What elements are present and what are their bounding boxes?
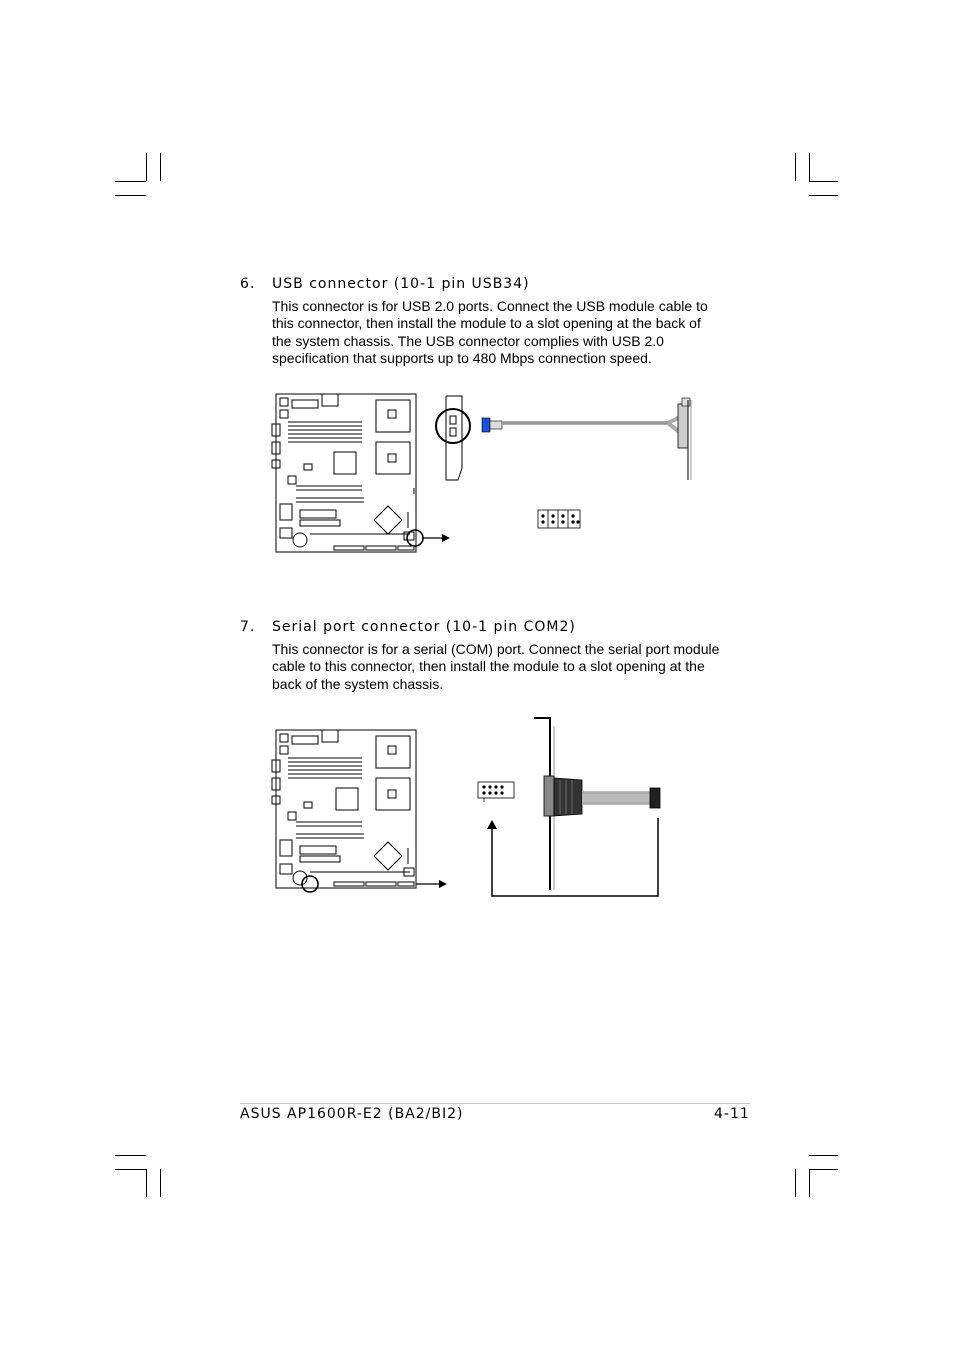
footer-rule bbox=[240, 1103, 750, 1104]
crop-mark bbox=[809, 153, 810, 181]
section-number: 7. bbox=[240, 619, 256, 635]
crop-mark bbox=[115, 195, 146, 196]
crop-mark bbox=[115, 1169, 146, 1170]
crop-mark bbox=[795, 153, 796, 181]
serial-bracket bbox=[534, 718, 660, 890]
serial-connector-figure bbox=[270, 714, 690, 900]
usb-connector-figure bbox=[270, 388, 710, 558]
connection-line bbox=[492, 818, 658, 896]
section-number: 6. bbox=[240, 276, 256, 292]
crop-mark bbox=[795, 1169, 796, 1197]
section-heading-usb bbox=[240, 276, 530, 292]
motherboard-diagram bbox=[272, 730, 416, 888]
com-pinout bbox=[478, 782, 514, 802]
highlight-circle bbox=[407, 530, 423, 546]
usb-cable bbox=[482, 398, 691, 480]
section-title: Serial port connector (10-1 pin COM2) bbox=[272, 619, 576, 635]
crop-mark bbox=[146, 1169, 147, 1197]
crop-mark bbox=[809, 195, 838, 196]
crop-mark bbox=[809, 1169, 838, 1170]
section-heading-serial bbox=[240, 619, 576, 635]
section-title: USB connector (10-1 pin USB34) bbox=[272, 276, 530, 292]
section-body-usb: This connector is for USB 2.0 ports. Connect the USB module cable to this connector, then install the module to a slot opening at the back of the system chassis. The USB connector complies with USB 2.0 specification that supports up to 480 Mbps connection speed. bbox=[272, 298, 708, 366]
crop-mark bbox=[160, 153, 161, 181]
crop-mark bbox=[809, 181, 838, 182]
footer-product: ASUS AP1600R-E2 (BA2/BI2) bbox=[240, 1106, 464, 1122]
usb-pinout bbox=[538, 510, 580, 528]
crop-mark bbox=[115, 181, 146, 182]
crop-mark bbox=[160, 1169, 161, 1197]
usb-bracket bbox=[436, 396, 470, 480]
crop-mark bbox=[146, 153, 147, 181]
crop-mark bbox=[809, 1155, 838, 1156]
motherboard-diagram bbox=[272, 394, 416, 552]
footer-page-number: 4-11 bbox=[714, 1106, 750, 1122]
section-body-serial: This connector is for a serial (COM) port. Connect the serial port module cable to this connector, then install the module to a slot opening at the back of the system chassis. bbox=[272, 641, 720, 692]
crop-mark bbox=[115, 1155, 146, 1156]
crop-mark bbox=[809, 1169, 810, 1197]
